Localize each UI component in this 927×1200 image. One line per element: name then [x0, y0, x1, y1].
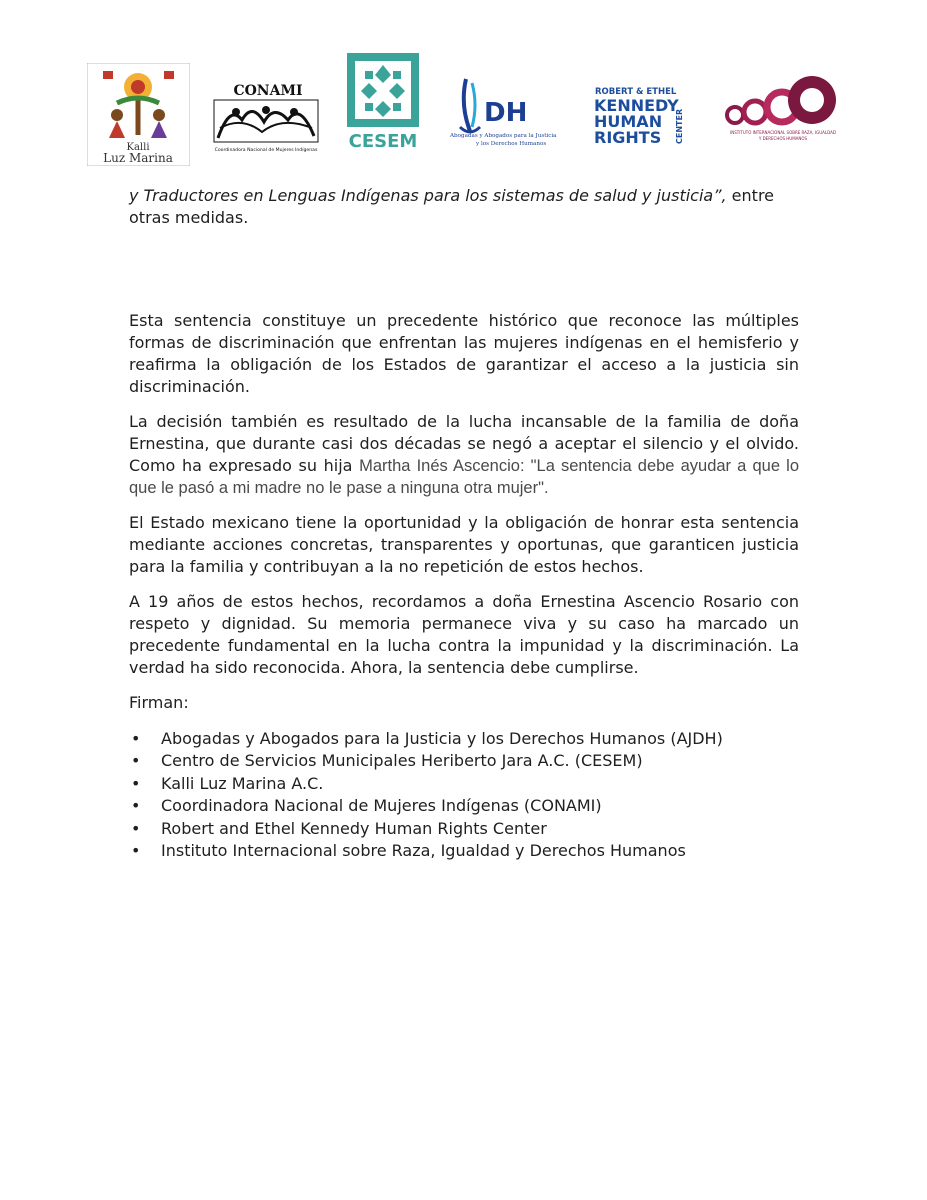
list-item: [129, 795, 799, 817]
instituto-line2: Y DERECHOS HUMANOS: [758, 136, 808, 141]
cesem-logo: [347, 53, 419, 150]
list-item: [129, 840, 799, 862]
ajdh-mark: DH: [484, 98, 528, 128]
signatory-name: Abogadas y Abogados para la Justicia y los Derechos Humanos (AJDH): [161, 729, 723, 748]
instituto-logo: [722, 72, 844, 144]
bullet-icon: •: [131, 729, 141, 748]
bullet-icon: •: [131, 796, 141, 816]
signatory-name: Robert and Ethel Kennedy Human Rights Center: [161, 818, 547, 838]
conami-title: CONAMI: [233, 83, 303, 99]
kalli-line1: Kalli: [126, 142, 150, 153]
kalli-line2: Luz Marina: [103, 151, 173, 165]
list-item: [129, 818, 799, 840]
bullet-icon: •: [131, 751, 141, 771]
bullet-icon: •: [131, 841, 141, 861]
kalli-emblem-icon: [87, 63, 190, 166]
conami-subtitle: Coordinadora Nacional de Mujeres Indígenas: [214, 148, 318, 153]
spacer: [129, 229, 799, 310]
signatory-name: Coordinadora Nacional de Mujeres Indígenas (CONAMI): [161, 796, 602, 816]
paragraph-family-text: La decisión también es resultado de la lucha incansable de la familia de doña Ernestina, que durante casi dos décadas se negó a aceptar el silencio y el olvido. Como ha expresado su hija: [129, 412, 799, 475]
document-body: [129, 185, 799, 862]
list-item: [129, 773, 799, 795]
instituto-line1: INSTITUTO INTERNACIONAL SOBRE RAZA, IGUALDAD: [730, 130, 836, 135]
paragraph-precedent: Esta sentencia constituye un precedente histórico que reconoce las múltiples formas de discriminación que enfrentan las mujeres indígenas en el hemisferio y reafirma la obligación de los Estados de garantizar el acceso a la justicia sin discriminación.: [129, 311, 799, 396]
paragraph-state: El Estado mexicano tiene la oportunidad y la obligación de honrar esta sentencia mediante acciones concretas, transparentes y oportunas, que garanticen justicia para la familia y contribuyan a la no repetición de estos hechos.: [129, 513, 799, 576]
intro-rest: entre otras medidas.: [129, 186, 775, 227]
ajdh-logo: [446, 75, 571, 150]
conami-emblem-icon: [212, 80, 320, 154]
signatories-list: [129, 728, 799, 862]
kennedy-line3: HUMAN: [594, 112, 663, 131]
paragraph-family-quote: Martha Inés Ascencio: "La sentencia debe ayudar a que lo que le pasó a mi madre no le pase a ninguna otra mujer".: [129, 457, 799, 497]
bullet-icon: •: [131, 818, 141, 838]
bullet-icon: •: [131, 773, 141, 793]
signatory-name: Centro de Servicios Municipales Heriberto Jara A.C. (CESEM): [161, 751, 643, 771]
kennedy-line4: RIGHTS: [594, 128, 662, 146]
kennedy-line2: KENNEDY: [594, 96, 679, 115]
ajdh-line1: Abogadas y Abogados para la Justicia: [450, 133, 557, 139]
ajdh-line2: y los Derechos Humanos: [476, 141, 547, 147]
logo-strip: [0, 0, 927, 175]
list-item: [129, 750, 799, 772]
kennedy-wordmark-icon: [594, 84, 690, 146]
firman-label: Firman:: [129, 693, 189, 712]
signatory-name: Kalli Luz Marina A.C.: [161, 773, 324, 793]
instituto-rings-icon: [722, 72, 844, 144]
kennedy-logo: [594, 84, 690, 146]
list-item: [129, 728, 799, 750]
conami-logo: [212, 80, 320, 154]
cesem-title: CESEM: [348, 131, 418, 150]
paragraph-memory: A 19 años de estos hechos, recordamos a doña Ernestina Ascencio Rosario con respeto y dignidad. Su memoria permanece viva y su caso ha marcado un precedente fundamental en la lucha contra la impunidad y la discriminación. La verdad ha sido reconocida. Ahora, la sentencia debe cumplirse.: [129, 592, 799, 677]
signatory-name: Instituto Internacional sobre Raza, Igualdad y Derechos Humanos: [161, 841, 686, 861]
cesem-emblem-icon: [347, 53, 419, 150]
intro-italic: y Traductores en Lenguas Indígenas para los sistemas de salud y justicia”,: [129, 186, 727, 205]
kalli-luz-marina-logo: [87, 63, 190, 166]
kennedy-side: CENTER: [675, 108, 684, 144]
ajdh-emblem-icon: [446, 75, 571, 150]
paragraph-family: [129, 411, 799, 499]
kennedy-line1: ROBERT & ETHEL: [595, 87, 677, 97]
intro-paragraph: [129, 185, 799, 229]
